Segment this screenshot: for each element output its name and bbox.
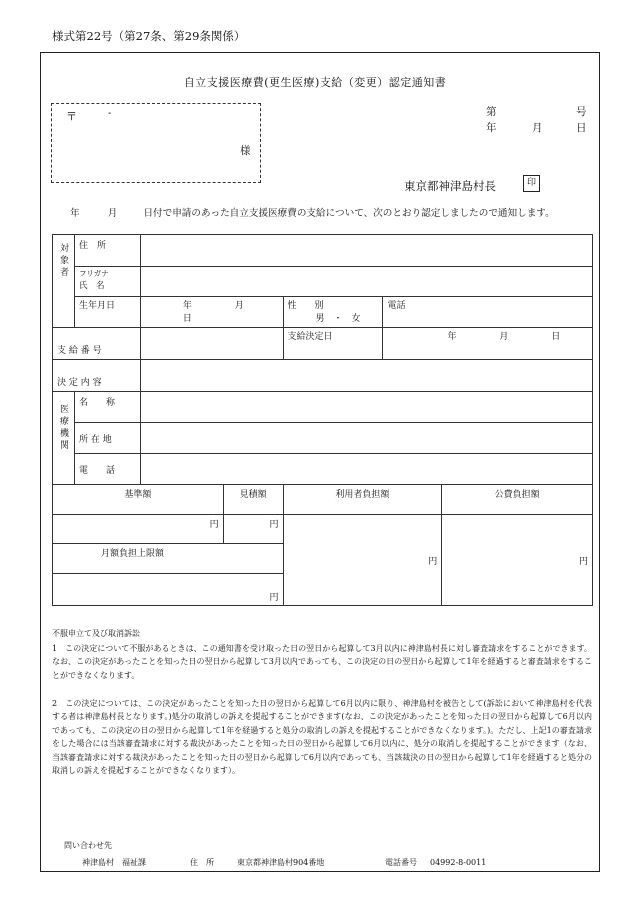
decision-content-value	[140, 360, 592, 392]
estimate-yen: 円	[223, 515, 283, 544]
contact-phone: 04992-8-0011	[430, 858, 487, 867]
postal-mark: 〒	[66, 110, 77, 123]
appeal-item-1	[52, 642, 592, 682]
name-label: 氏 名	[79, 281, 105, 291]
user-burden-yen: 円	[283, 515, 442, 606]
contact-dept: 神津島村 福祉課	[82, 858, 146, 867]
birth-month: 月	[234, 301, 244, 311]
inst-name-value	[140, 392, 592, 423]
form-number: 様式第22号（第27条、第29条関係）	[52, 29, 246, 43]
contact-heading: 問い合わせ先	[64, 841, 112, 850]
issuer: 東京都神津島村長	[404, 179, 496, 193]
doc-number-go: 号	[576, 106, 587, 118]
base-amount-label: 基準額	[53, 485, 224, 515]
inst-location-label: 所 在 地	[75, 423, 141, 454]
appeal-item-2	[52, 697, 592, 777]
notice-year: 年	[70, 208, 80, 219]
address-label: 住 所	[75, 235, 141, 267]
public-burden-label: 公費負担額	[442, 485, 593, 515]
furigana-label: フリガナ	[79, 269, 109, 278]
payment-number-value	[140, 328, 283, 360]
appeal-item-2-text: この決定については、この決定があったことを知った日の翌日から起算して6月以内に限り、神津島村を被告として(訴訟において神津島村を代表する者は神津島村長となります。)処分の取消しの訴えを提起することができます(なお、この決定があったことを知った日の翌日から起算して6月以内であっても、この決定の日の翌日から起算して1年を経過すると処分の取消しの訴えを提起することができなくなります。)。ただし、上記1の審査請求をした場合には当該審査請求に対する裁決があったことを知った日の翌日から起算して6月以内に、処分の取消しを提起することができます（なお、当該審査請求に対する裁決があったことを知った日の翌日から起算して6月以内であっても、当該裁決の日の翌日から起算して1年を経過すると処分の取消しの訴えを提起することができなくなります）。	[52, 699, 593, 776]
appeal-item-1-number: 1	[52, 644, 58, 653]
date-year: 年	[486, 122, 497, 134]
appeal-item-2-number: 2	[52, 699, 58, 708]
base-amount-yen: 円	[53, 515, 224, 544]
user-burden-label: 利用者負担額	[283, 485, 442, 515]
notice-month: 月	[107, 208, 118, 219]
payment-number-label: 支 給 番 号	[53, 328, 141, 360]
decision-day: 日	[551, 332, 561, 342]
contact-address-label: 住 所	[190, 858, 214, 867]
address-value	[140, 235, 592, 267]
gender-label: 性 別	[287, 301, 324, 311]
date-day: 日	[576, 122, 587, 134]
recipient-address-box	[51, 103, 261, 183]
medical-institution-label: 医療機関	[53, 392, 75, 485]
phone-label: 電話	[383, 297, 593, 328]
honorific: 様	[240, 145, 251, 157]
subject-label: 対象者	[53, 235, 75, 328]
notice-body: 日付で申請のあった自立支援医療費の支給について、次のとおり認定しましたので通知します。	[143, 208, 555, 219]
appeal-item-1-text: この決定について不服があるときは、この通知書を受け取った日の翌日から起算して3月以内に神津島村長に対し審査請求をすることができます。なお、この決定があったことを知った日の翌日から起算して3月以内であっても、この決定の日の翌日から起算して1年を経過すると審査請求をすることができなくなります。	[52, 644, 592, 680]
date-month: 月	[532, 122, 543, 134]
document-title: 自立支援医療費(更生医療)支給（変更）認定通知書	[183, 76, 447, 89]
inst-location-value	[140, 423, 592, 454]
postal-dash: -	[108, 108, 112, 119]
monthly-cap-label: 月額負担上限額	[53, 544, 284, 574]
name-value	[140, 267, 592, 297]
decision-year: 年	[447, 332, 457, 342]
doc-number-dai: 第	[486, 106, 497, 118]
decision-content-label: 決 定 内 容	[53, 360, 141, 392]
birthdate-label: 生年月日	[75, 297, 141, 328]
birth-year: 年	[182, 301, 192, 311]
public-burden-yen: 円	[442, 515, 593, 606]
payment-decision-date-label: 支給決定日	[283, 328, 383, 360]
estimate-label: 見積額	[223, 485, 283, 515]
monthly-cap-yen: 円	[53, 574, 284, 606]
inst-phone-label: 電 話	[75, 454, 141, 485]
inst-phone-value	[140, 454, 592, 485]
notice-text	[70, 205, 555, 219]
contact-address: 東京都神津島村904番地	[237, 858, 325, 867]
main-table	[52, 234, 593, 606]
decision-month: 月	[499, 332, 509, 342]
gender-options: 男 ・ 女	[315, 314, 361, 324]
seal-mark: 印	[523, 175, 540, 192]
contact-phone-label: 電話番号	[385, 858, 417, 867]
birth-day: 日	[182, 314, 192, 324]
inst-name-label: 名 称	[75, 392, 141, 423]
appeal-heading: 不服申立て及び取消訴訟	[52, 629, 140, 638]
